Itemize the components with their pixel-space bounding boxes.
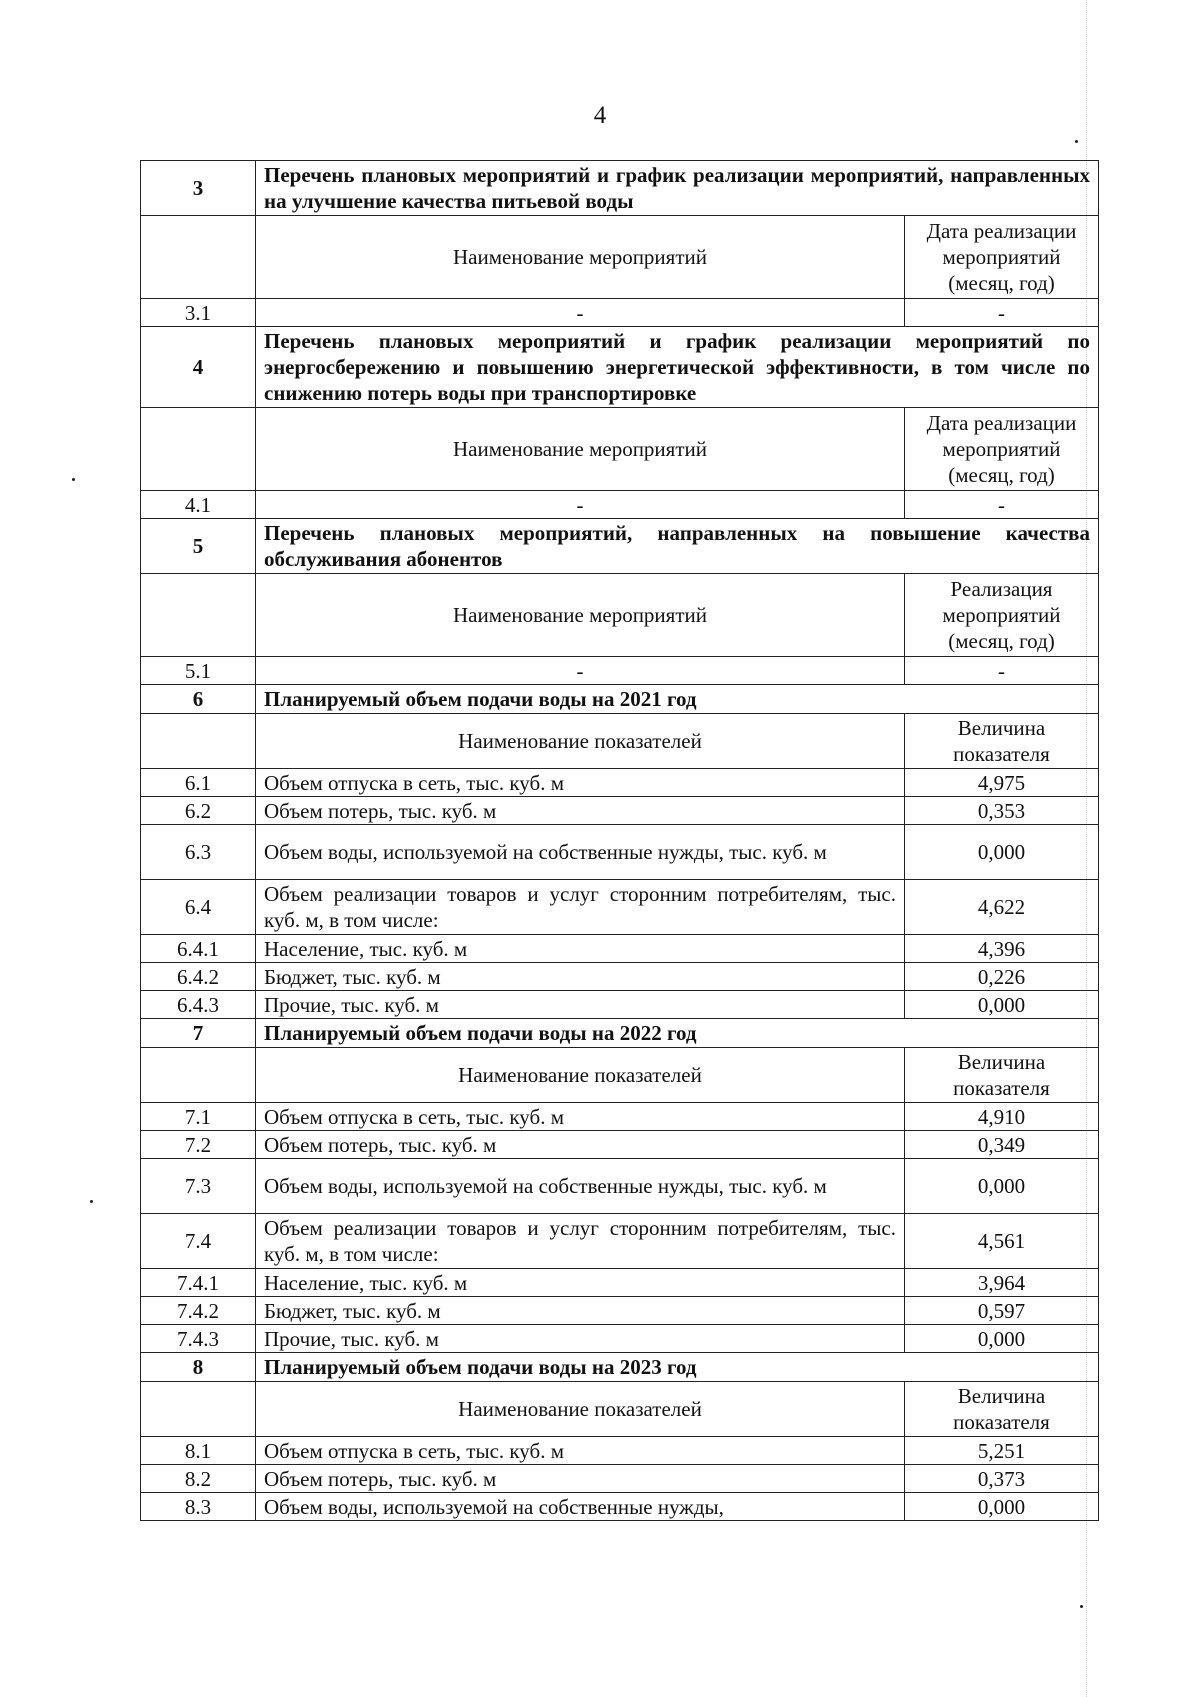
row-number: 6.4.2 (141, 963, 256, 991)
table-row (141, 1465, 1099, 1493)
row-number: 6.4 (141, 880, 256, 935)
section-title: Перечень плановых мероприятий, направленных на повышение качества обслуживания абонентов (256, 519, 1099, 574)
table-row (141, 1159, 1099, 1214)
row-name: Объем воды, используемой на собственные нужды, тыс. куб. м (256, 825, 905, 880)
row-value: 4,396 (905, 935, 1099, 963)
row-value: 0,000 (905, 1325, 1099, 1353)
table-row (141, 963, 1099, 991)
row-name: Объем потерь, тыс. куб. м (256, 797, 905, 825)
column-header-number (141, 1382, 256, 1437)
row-number: 5.1 (141, 657, 256, 685)
column-header-value: Дата реализации мероприятий (месяц, год) (905, 408, 1099, 491)
row-value: - (905, 491, 1099, 519)
row-name: Бюджет, тыс. куб. м (256, 963, 905, 991)
section-header-row (141, 161, 1099, 216)
column-header-row (141, 574, 1099, 657)
row-number: 4.1 (141, 491, 256, 519)
column-header-number (141, 1048, 256, 1103)
row-number: 6.4.1 (141, 935, 256, 963)
column-header-number (141, 216, 256, 299)
row-number: 6.1 (141, 769, 256, 797)
row-value: 0,373 (905, 1465, 1099, 1493)
row-value: 0,000 (905, 1159, 1099, 1214)
row-value: 0,000 (905, 991, 1099, 1019)
row-name: - (256, 299, 905, 327)
section-number: 5 (141, 519, 256, 574)
row-name: Объем потерь, тыс. куб. м (256, 1131, 905, 1159)
row-value: 0,000 (905, 825, 1099, 880)
section-title: Планируемый объем подачи воды на 2021 год (256, 685, 1099, 714)
section-number: 4 (141, 327, 256, 408)
row-name: - (256, 491, 905, 519)
table-row (141, 825, 1099, 880)
column-header-row (141, 1382, 1099, 1437)
table-row (141, 1214, 1099, 1269)
section-number: 3 (141, 161, 256, 216)
table-row (141, 991, 1099, 1019)
table-row (141, 769, 1099, 797)
row-number: 6.4.3 (141, 991, 256, 1019)
column-header-name: Наименование мероприятий (256, 408, 905, 491)
row-value: 0,353 (905, 797, 1099, 825)
row-name: Объем отпуска в сеть, тыс. куб. м (256, 769, 905, 797)
table-row (141, 797, 1099, 825)
row-value: 4,975 (905, 769, 1099, 797)
table-row (141, 491, 1099, 519)
table-row (141, 935, 1099, 963)
row-number: 7.2 (141, 1131, 256, 1159)
table-row (141, 880, 1099, 935)
row-number: 7.4.3 (141, 1325, 256, 1353)
row-value: 0,000 (905, 1493, 1099, 1521)
row-value: 4,622 (905, 880, 1099, 935)
section-number: 7 (141, 1019, 256, 1048)
row-name: Объем воды, используемой на собственные нужды, тыс. куб. м (256, 1159, 905, 1214)
row-value: 5,251 (905, 1437, 1099, 1465)
column-header-number (141, 408, 256, 491)
section-header-row (141, 519, 1099, 574)
column-header-row (141, 714, 1099, 769)
row-name: Бюджет, тыс. куб. м (256, 1297, 905, 1325)
page-number: 4 (593, 102, 607, 129)
row-value: 0,597 (905, 1297, 1099, 1325)
table-row (141, 1297, 1099, 1325)
column-header-number (141, 574, 256, 657)
section-header-row (141, 327, 1099, 408)
column-header-row (141, 1048, 1099, 1103)
section-title: Перечень плановых мероприятий и график реализации мероприятий, направленных на улучшение качества питьевой воды (256, 161, 1099, 216)
table-row (141, 1131, 1099, 1159)
section-title: Перечень плановых мероприятий и график реализации мероприятий по энергосбережению и повышению энергетической эффективности, в том числе по снижению потерь воды при транспортировке (256, 327, 1099, 408)
scan-speck (72, 478, 75, 481)
row-number: 3.1 (141, 299, 256, 327)
scan-speck (90, 1200, 93, 1203)
row-value: 4,910 (905, 1103, 1099, 1131)
column-header-value: Величина показателя (905, 1048, 1099, 1103)
column-header-name: Наименование мероприятий (256, 216, 905, 299)
row-name: Прочие, тыс. куб. м (256, 1325, 905, 1353)
row-name: Население, тыс. куб. м (256, 1269, 905, 1297)
section-header-row (141, 1019, 1099, 1048)
row-number: 7.1 (141, 1103, 256, 1131)
column-header-row (141, 216, 1099, 299)
row-name: Население, тыс. куб. м (256, 935, 905, 963)
section-header-row (141, 685, 1099, 714)
table-row (141, 299, 1099, 327)
table-row (141, 1493, 1099, 1521)
row-name: Объем отпуска в сеть, тыс. куб. м (256, 1103, 905, 1131)
column-header-number (141, 714, 256, 769)
row-number: 6.2 (141, 797, 256, 825)
row-number: 8.3 (141, 1493, 256, 1521)
row-name: - (256, 657, 905, 685)
row-value: - (905, 657, 1099, 685)
row-number: 6.3 (141, 825, 256, 880)
section-title: Планируемый объем подачи воды на 2022 год (256, 1019, 1099, 1048)
row-number: 7.3 (141, 1159, 256, 1214)
section-header-row (141, 1353, 1099, 1382)
row-value: 4,561 (905, 1214, 1099, 1269)
column-header-name: Наименование показателей (256, 1048, 905, 1103)
column-header-name: Наименование показателей (256, 1382, 905, 1437)
table-row (141, 1269, 1099, 1297)
row-number: 8.1 (141, 1437, 256, 1465)
scan-speck (1080, 1605, 1083, 1608)
section-number: 8 (141, 1353, 256, 1382)
row-value: 0,349 (905, 1131, 1099, 1159)
column-header-row (141, 408, 1099, 491)
table-row (141, 1325, 1099, 1353)
column-header-name: Наименование мероприятий (256, 574, 905, 657)
row-name: Объем отпуска в сеть, тыс. куб. м (256, 1437, 905, 1465)
row-name: Объем реализации товаров и услуг сторонним потребителям, тыс. куб. м, в том числе: (256, 1214, 905, 1269)
column-header-value: Реализация мероприятий (месяц, год) (905, 574, 1099, 657)
row-name: Объем потерь, тыс. куб. м (256, 1465, 905, 1493)
column-header-value: Величина показателя (905, 714, 1099, 769)
section-number: 6 (141, 685, 256, 714)
row-number: 8.2 (141, 1465, 256, 1493)
section-title: Планируемый объем подачи воды на 2023 год (256, 1353, 1099, 1382)
row-name: Прочие, тыс. куб. м (256, 991, 905, 1019)
row-value: 0,226 (905, 963, 1099, 991)
scan-speck (1075, 140, 1078, 143)
row-value: 3,964 (905, 1269, 1099, 1297)
table-row (141, 657, 1099, 685)
row-value: - (905, 299, 1099, 327)
indicators-table (140, 160, 1099, 1521)
row-name: Объем воды, используемой на собственные нужды, (256, 1493, 905, 1521)
column-header-value: Дата реализации мероприятий (месяц, год) (905, 216, 1099, 299)
row-number: 7.4 (141, 1214, 256, 1269)
row-number: 7.4.1 (141, 1269, 256, 1297)
row-name: Объем реализации товаров и услуг сторонним потребителям, тыс. куб. м, в том числе: (256, 880, 905, 935)
column-header-name: Наименование показателей (256, 714, 905, 769)
table-row (141, 1437, 1099, 1465)
table-row (141, 1103, 1099, 1131)
row-number: 7.4.2 (141, 1297, 256, 1325)
column-header-value: Величина показателя (905, 1382, 1099, 1437)
